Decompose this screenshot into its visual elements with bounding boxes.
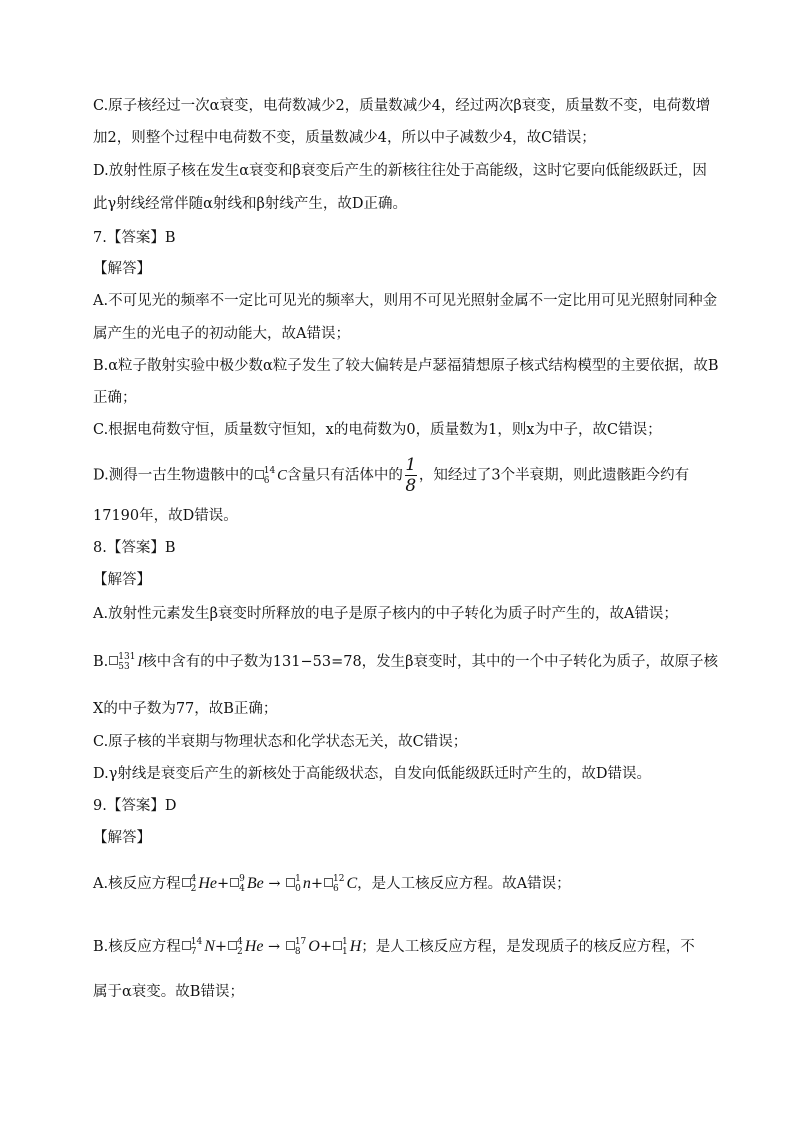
element-symbol: C (277, 467, 287, 484)
nuclide-he4: 4 2 (190, 874, 197, 894)
reaction-line-a (93, 874, 723, 894)
solution-heading-9: 【解答】 (93, 830, 151, 846)
reaction-arrow: → (268, 876, 281, 892)
element-symbol: n (302, 875, 311, 892)
text-line: X的中子数为77，故B正确； (93, 701, 278, 717)
element-symbol: C (346, 875, 358, 892)
text-segment: D.测得一古生物遗骸中的 (93, 467, 254, 484)
answer-heading-8: 8.【答案】B (93, 540, 176, 556)
text-segment: 含量只有活体中的 (286, 467, 403, 484)
text-line: B.α粒子散射实验中极少数α粒子发生了较大偏转是卢瑟福猜想原子核式结构模型的主要依据，故B (93, 358, 719, 374)
text-segment: A.核反应方程 (93, 876, 181, 892)
solution-heading-8: 【解答】 (93, 572, 151, 588)
text-line: D.γ射线是衰变后产生的新核处于高能级状态，自发向低能级跃迁时产生的，故D错误。 (93, 766, 652, 782)
text-segment: 核中含有的中子数为131−53=78，发生β衰变时，其中的一个中子转化为质子，故原子核 (142, 654, 719, 670)
nuclide-n1: 1 0 (295, 874, 301, 894)
text-line: 此γ射线经常伴随α射线和β射线产生，故D正确。 (93, 196, 407, 212)
nuclide-be9: 9 4 (239, 874, 245, 894)
placeholder-box (286, 941, 295, 950)
placeholder-box (228, 941, 237, 950)
text-line: C.根据电荷数守恒，质量数守恒知，x的电荷数为0，质量数为1，则x为中子，故C错误； (93, 422, 662, 438)
element-symbol: N (204, 938, 215, 955)
text-segment: B. (93, 654, 109, 670)
text-segment: ，知经过了3个半衰期，则此遗骸距今约有 (418, 467, 690, 484)
text-line: D.放射性原子核在发生α衰变和β衰变后产生的新核往往处于高能级，这时它要向低能级跃迁，因 (93, 163, 707, 179)
nuclide-c12: 12 6 (333, 874, 345, 894)
placeholder-box (230, 878, 239, 887)
placeholder-box (324, 878, 333, 887)
text-line: C.原子核的半衰期与物理状态和化学状态无关，故C错误； (93, 734, 468, 750)
nuclide-o17: 17 8 (294, 937, 307, 957)
plus-sign: + (216, 876, 230, 892)
text-line: 正确； (93, 390, 137, 406)
text-line: A.放射性元素发生β衰变时所释放的电子是原子核内的中子转化为质子时产生的，故A错误； (93, 606, 678, 622)
text-line-with-fraction (93, 455, 723, 496)
placeholder-box (182, 941, 191, 950)
placeholder-box (109, 656, 118, 665)
nuclide-c14: 14 6 (263, 465, 276, 486)
text-line: C.原子核经过一次α衰变，电荷数减少2，质量数减少4，经过两次β衰变，质量数不变，电荷数增 (93, 98, 711, 114)
reaction-arrow: → (268, 939, 281, 955)
placeholder-box (182, 878, 191, 887)
answer-heading-7: 7.【答案】B (93, 230, 176, 246)
element-symbol: He (198, 875, 217, 892)
nuclide-h1: 1 1 (341, 937, 348, 957)
text-line: 17190年，故D错误。 (93, 508, 238, 524)
nuclide-i131: 131 53 (118, 652, 136, 672)
text-line: 加2，则整个过程中电荷数不变，质量数减少4，所以中子减数少4，故C错误； (93, 130, 596, 146)
nuclide-he4: 4 2 (237, 937, 243, 957)
element-symbol: H (349, 938, 362, 955)
fraction-one-eighth: $\frac{1}{8}$ (405, 455, 417, 496)
reaction-line-b (93, 937, 723, 957)
answer-heading-9: 9.【答案】D (93, 798, 177, 814)
text-segment: ；是人工核反应方程，是发现质子的核反应方程，不 (361, 939, 695, 955)
element-symbol: Be (246, 875, 264, 892)
text-line: 属产生的光电子的初动能大，故A错误； (93, 326, 350, 342)
placeholder-box (255, 470, 264, 479)
text-segment: B.核反应方程 (93, 939, 181, 955)
text-segment: ，是人工核反应方程。故A错误； (357, 876, 571, 892)
plus-sign: + (319, 939, 332, 955)
solution-heading-7: 【解答】 (93, 261, 151, 277)
placeholder-box (286, 878, 295, 887)
element-symbol: O (308, 938, 320, 955)
plus-sign: + (214, 939, 228, 955)
placeholder-box (333, 941, 342, 950)
text-line-with-nuclide (93, 652, 723, 672)
text-line: 属于α衰变。故B错误； (93, 984, 244, 1000)
element-symbol: He (244, 938, 264, 955)
plus-sign: + (310, 876, 324, 892)
text-line: A.不可见光的频率不一定比可见光的频率大，则用不可见光照射金属不一定比用可见光照射同种金 (93, 293, 718, 309)
element-symbol: I (137, 654, 143, 670)
nuclide-n14: 14 7 (190, 937, 203, 957)
